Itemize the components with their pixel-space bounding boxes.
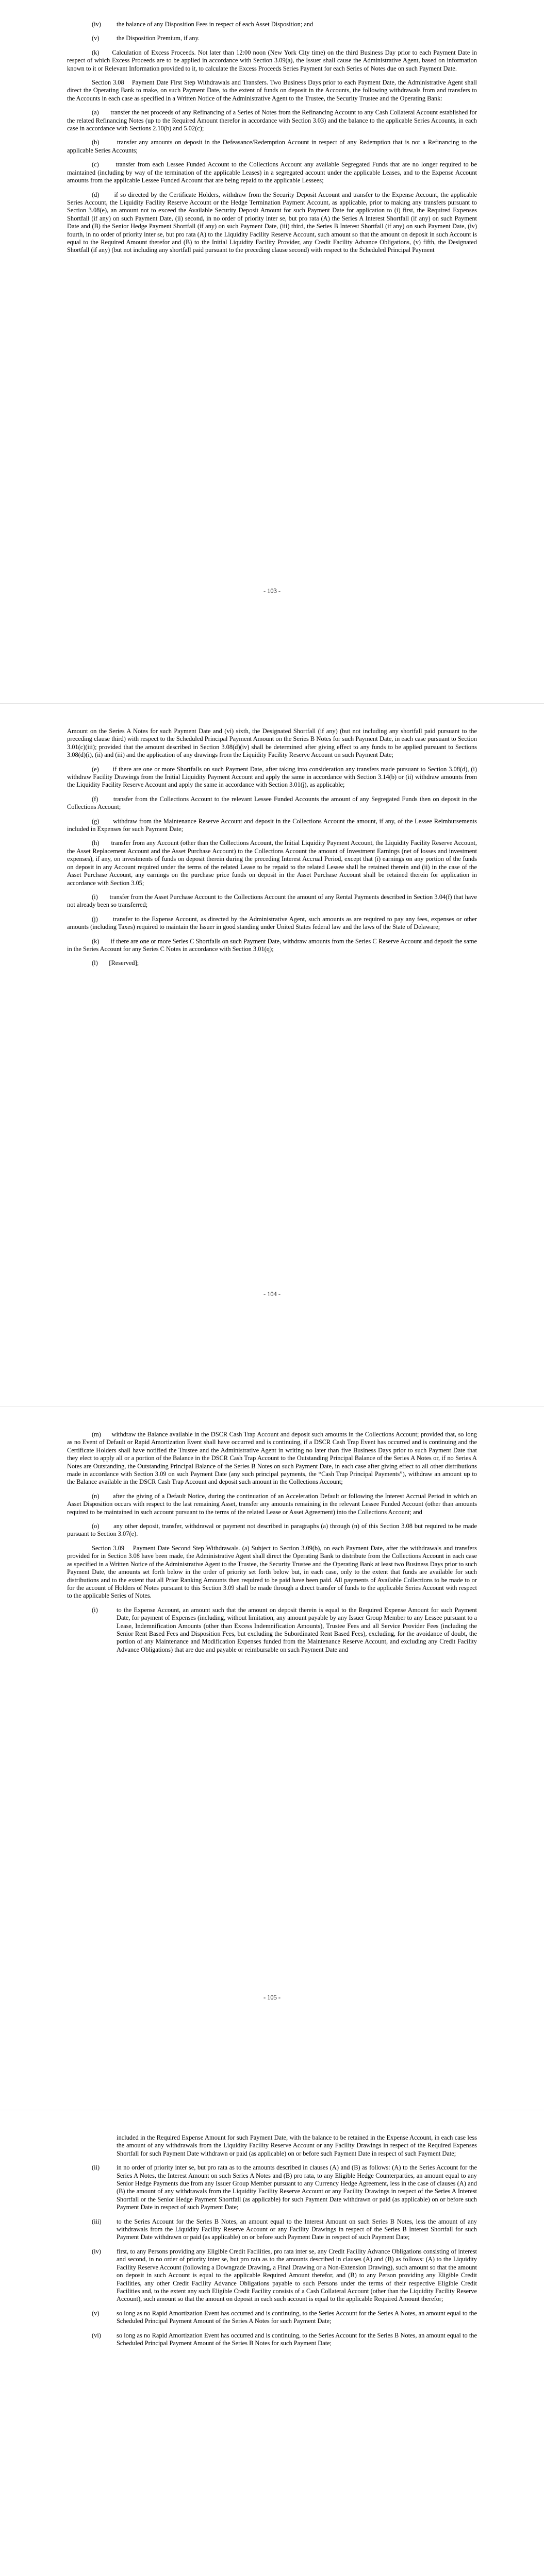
paragraph: (i) transfer from the Asset Purchase Account to the Collections Account the amount of any Rental Payments described in Section 3.04(f) that have not already been so transferred; [67, 893, 477, 909]
paragraph: (k) Calculation of Excess Proceeds. Not later than 12:00 noon (New York City time) on the third Business Day prior to each Payment Date in respect of which Excess Proceeds are to be applied in accordance with Section 3.09(a), the Issuer shall cause the Administrative Agent, based on information known to it or Relevant Information provided to it, to calculate the Excess Proceeds Series Payment for each Series of Notes due on such Payment Date. [67, 48, 477, 72]
clause-label: (v) [92, 2309, 100, 2317]
paragraph-text: to the Series Account for the Series B Notes, an amount equal to the Interest Amount on such Series B Notes, less the amount of any withdrawals from the Liquidity Facility Reserve Account or any Facility Drawings in respect of the Series B Interest Shortfall for such Payment Date withdrawn or paid (as applicable) on or before such Payment Date in respect of such Payment Date; [117, 2217, 477, 2241]
paragraph [67, 2332, 477, 2348]
paragraph: (n) after the giving of a Default Notice, during the continuation of an Acceleration Default or following the Interest Accrual Period in which an Asset Disposition occurs with respect to the last remaining Asset, transfer any amounts remaining in the relevant Lessee Funded Account (other than amounts required to be maintained in such account pursuant to the terms of the related Lease or Asset Agreement) into the Collections Account; and [67, 1492, 477, 1516]
paragraph: (k) if there are one or more Series C Shortfalls on such Payment Date, withdraw amounts from the Series C Reserve Account and deposit the same in the Series Account for any Series C Notes in accordance with Section 3.01(q); [67, 937, 477, 953]
paragraph: included in the Required Expense Amount for such Payment Date, with the balance to be retained in the Expense Account, in each case less the amount of any withdrawals from the Liquidity Facility Reserve Account or any Facility Drawings in respect of the Required Expenses Shortfall for such Payment Date withdrawn or paid (as applicable) on or before such Payment Date in respect of such Payment Date; [117, 2134, 477, 2157]
section-heading-paragraph: Section 3.09 Payment Date Second Step Withdrawals. (a) Subject to Section 3.09(b), on each Payment Date, after the withdrawals and transfers provided for in Section 3.08 have been made, the Administrative Agent shall direct the Operating Bank to distribute from the Collections Account in each case as specified in a Written Notice of the Administrative Agent to the Trustee, the Security Trustee and the Operating Bank at least two Business Days prior to such Payment Date, the amounts set forth below in the order of priority set forth below but, in each case, only to the extent that funds are available for such distributions and to the extent that all Prior Ranking Amounts then required to be paid have been paid. All payments of Available Collections to be made to or for the account of Holders of Notes pursuant to this Section 3.09 shall be made through a direct transfer of funds to the applicable Series Account with respect to the applicable Series of Notes. [67, 1544, 477, 1600]
section-heading-paragraph: Section 3.08 Payment Date First Step Withdrawals and Transfers. Two Business Days prior to each Payment Date, the Administrative Agent shall direct the Operating Bank to make, on such Payment Date, to the extent of funds on deposit in the Accounts, the following withdrawals from and transfers to the Accounts in each case as specified in a Written Notice of the Administrative Agent to the Trustee, the Security Trustee and the Operating Bank: [67, 79, 477, 102]
paragraph: Amount on the Series A Notes for such Payment Date and (vi) sixth, the Designated Shortfall (if any) (but not including any shortfall paid pursuant to the preceding clause third) with respect to the Scheduled Principal Payment Amount on the Series B Notes for such Payment Date, in each case pursuant to Section 3.01(c)(iii); provided that the amount described in Section 3.08(d)(iv) shall be determined after giving effect to any funds to be applied pursuant to Sections 3.08(d)(i), (ii) and (iii) and the application of any drawings from the Liquidity Facility Reserve Account on such Payment Date; [67, 727, 477, 759]
page-104 [0, 703, 544, 1406]
paragraph: (a) transfer the net proceeds of any Refinancing of a Series of Notes from the Refinancing Account to any Cash Collateral Account established for the related Refinancing Notes (up to the Required Amount therefor in accordance with Section 3.03) and the balance to the applicable Series Accounts, in each case in accordance with Sections 2.10(b) and 5.02(c); [67, 109, 477, 132]
page-number: - 105 - [263, 1994, 281, 2001]
paragraph: (e) if there are one or more Shortfalls on such Payment Date, after taking into consideration any transfers made pursuant to Section 3.08(d), (i) withdraw Facility Drawings from the Initial Liquidity Payment Account and apply the same in accordance with Section 3.14(b) or (ii) withdraw amounts from the Liquidity Facility Reserve Account and apply the same in accordance with Section 3.01(j), as applicable; [67, 765, 477, 789]
clause-label: (ii) [92, 2164, 100, 2172]
clause-label: (i) [92, 1606, 98, 1614]
paragraph: (b) transfer any amounts on deposit in the Defeasance/Redemption Account in respect of any Redemption that is not a Refinancing to the applicable Series Accounts; [67, 139, 477, 154]
page-103 [0, 0, 544, 703]
paragraph: (h) transfer from any Account (other than the Collections Account, the Initial Liquidity Payment Account, the Liquidity Facility Reserve Account, the Asset Replacement Account and the Asset Purchase Account) to the Collections Account the amount of Investment Earnings (net of losses and investment expenses), if any, on investments of funds on deposit therein during the preceding Interest Accrual Period, except that (i) earnings on any portion of the funds on deposit in any Account required under the terms of the related Lease to be repaid to the related Lessee shall be retained therein and (ii) in the case of the Asset Purchase Account, any earnings on the purchase price funds on deposit in the Asset Purchase Account shall be retained therein for application in accordance with Section 3.05; [67, 839, 477, 887]
paragraph [67, 35, 477, 42]
clause-label: (iv) [92, 21, 101, 28]
paragraph [67, 21, 477, 28]
clause-label: (iii) [92, 2217, 102, 2225]
paragraph [67, 2218, 477, 2242]
paragraph-text: the Disposition Premium, if any. [117, 35, 200, 42]
paragraph: (c) transfer from each Lessee Funded Account to the Collections Account any available Segregated Funds that are no longer required to be maintained (including by way of the termination of the applicable Leases) in a segregated account under the applicable Leases, and to the Expense Account amounts from the applicable Lessee Funded Account that are being repaid to the applicable Lessees; [67, 161, 477, 184]
paragraph: (m) withdraw the Balance available in the DSCR Cash Trap Account and deposit such amounts in the Collections Account; provided that, so long as no Event of Default or Rapid Amortization Event shall have occurred and is continuing, if a DSCR Cash Trap Event has occurred and is continuing and the Certificate Holders shall have notified the Trustee and the Administrative Agent in writing no later than five Business Days prior to such Payment Date that they elect to apply all or a portion of the Balance in the DSCR Cash Trap Account to the Outstanding Principal Balance of the Series A Notes or, if no Series A Notes are Outstanding, the Outstanding Principal Balance of the Series B Notes on such Payment Date, in each case after giving effect to all other distributions made in accordance with Section 3.09 on such Payment Date (any such principal payments, the “Cash Trap Principal Payments”), withdraw an amount up to the Balance available in the DSCR Cash Trap Account and deposit such amount in the Collections Account; [67, 1431, 477, 1486]
clause-label: (vi) [92, 2331, 101, 2339]
paragraph: (j) transfer to the Expense Account, as directed by the Administrative Agent, such amounts as are required to pay any fees, expenses or other amounts (including Taxes) required to maintain the Issuer in good standing under United States federal law and the laws of the State of Delaware; [67, 915, 477, 931]
page-106 [0, 2110, 544, 2576]
paragraph [67, 2310, 477, 2326]
paragraph-text: first, to any Persons providing any Eligible Credit Facilities, pro rata inter se, any Credit Facility Advance Obligations consisting of interest and second, in no order of priority inter se, but pro rata as to the amounts described in clauses (A) and (B) as follows: (A) to the Liquidity Facility Reserve Account (following a Downgrade Drawing, a Final Drawing or a Non-Extension Drawing), such amount so that the amount on deposit in such Account is equal to the applicable Required Amount therefor, and (B) to any Person providing any Eligible Credit Facilities, any other Credit Facility Advance Obligations payable to such Persons under the terms of their respective Eligible Credit Facilities and, to the extent any such Eligible Credit Facility consists of a Cash Collateral Account (other than the Liquidity Facility Reserve Account), such amount so that the amount on deposit in each such account is equal to the applicable Required Amount therefor; [117, 2247, 477, 2303]
paragraph: (g) withdraw from the Maintenance Reserve Account and deposit in the Collections Account the amount, if any, of the Lessee Reimbursements included in Expenses for such Payment Date; [67, 817, 477, 833]
paragraph-text: so long as no Rapid Amortization Event has occurred and is continuing, to the Series Account for the Series B Notes, an amount equal to the Scheduled Principal Payment Amount of the Series B Notes for such Payment Date; [117, 2331, 477, 2347]
paragraph-text: so long as no Rapid Amortization Event has occurred and is continuing, to the Series Account for the Series A Notes, an amount equal to the Scheduled Principal Payment Amount of the Series A Notes for such Payment Date; [117, 2309, 477, 2325]
paragraph: (o) any other deposit, transfer, withdrawal or payment not described in paragraphs (a) through (n) of this Section 3.08 but required to be made pursuant to Section 3.07(e). [67, 1522, 477, 1538]
paragraph-text: the balance of any Disposition Fees in respect of each Asset Disposition; and [117, 21, 314, 28]
clause-label: (iv) [92, 2247, 101, 2255]
page-number: - 103 - [263, 587, 281, 595]
clause-label: (v) [92, 35, 100, 42]
paragraph [67, 1606, 477, 1654]
page-105 [0, 1406, 544, 2110]
paragraph: (f) transfer from the Collections Account to the relevant Lessee Funded Accounts the amount of any Segregated Funds then on deposit in the Collections Account; [67, 795, 477, 811]
paragraph: (d) if so directed by the Certificate Holders, withdraw from the Security Deposit Account and transfer to the Expense Account, the applicable Series Account, the Liquidity Facility Reserve Account or the Hedge Termination Payment Account, as applicable, prior to making any transfers pursuant to Section 3.08(e), an amount not to exceed the Available Security Deposit Amount for such Payment Date for application to (i) first, the Required Expenses Shortfall (if any) on such Payment Date, (ii) second, in no order of priority inter se, but pro rata (A) the Series A Interest Shortfall (if any) on such Payment Date and (B) the Senior Hedge Payment Shortfall (if any) on such Payment Date, (iii) third, the Series B Interest Shortfall (if any) on such Payment Date, (iv) fourth, in no order of priority inter se, but pro rata (A) to the Liquidity Facility Reserve Account, such amount so that the amount on deposit in such Account is equal to the Required Amount therefor and (B) to the Initial Liquidity Facility Provider, any Credit Facility Advance Obligations, (v) fifth, the Designated Shortfall (if any) (but not including any shortfall paid pursuant to the preceding clause second) with respect to the Scheduled Principal Payment [67, 191, 477, 254]
paragraph-text: in no order of priority inter se, but pro rata as to the amounts described in clauses (A) and (B) as follows: (A) to the Series Account for the Series A Notes, the Interest Amount on such Series A Notes and (B) pro rata, to any Eligible Hedge Counterparties, an amount equal to any Senior Hedge Payments due from any Issuer Group Member pursuant to any Currency Hedge Agreement, less in the case of clauses (A) and (B) the amount of any withdrawals from the Liquidity Facility Reserve Account or any Facility Drawings in respect of the Series A Interest Shortfall or the Senior Hedge Payment Shortfall (as applicable) for such Payment Date withdrawn or paid (as applicable) on or before such Payment Date in respect of such Payment Date; [117, 2164, 477, 2211]
paragraph [67, 2248, 477, 2303]
page-number: - 104 - [263, 1291, 281, 1298]
paragraph-text: to the Expense Account, an amount such that the amount on deposit therein is equal to the Required Expense Amount for such Payment Date, for payment of Expenses (including, without limitation, any amount payable by any Issuer Group Member to any Lessee pursuant to a Lease, Indemnification Amounts (other than Excess Indemnification Amounts), Trustee Fees and all Service Provider Fees (including the Senior Rent Based Fees and Disposition Fees, but excluding the Subordinated Rent Based Fees), excluding, for the avoidance of doubt, the portion of any Maintenance and Modification Expenses funded from the Maintenance Reserve Account, and excluding any Credit Facility Advance Obligations) that are due and payable or reimbursable on such Payment Date and [117, 1606, 477, 1653]
paragraph [67, 2164, 477, 2211]
paragraph: (l) [Reserved]; [92, 959, 139, 967]
